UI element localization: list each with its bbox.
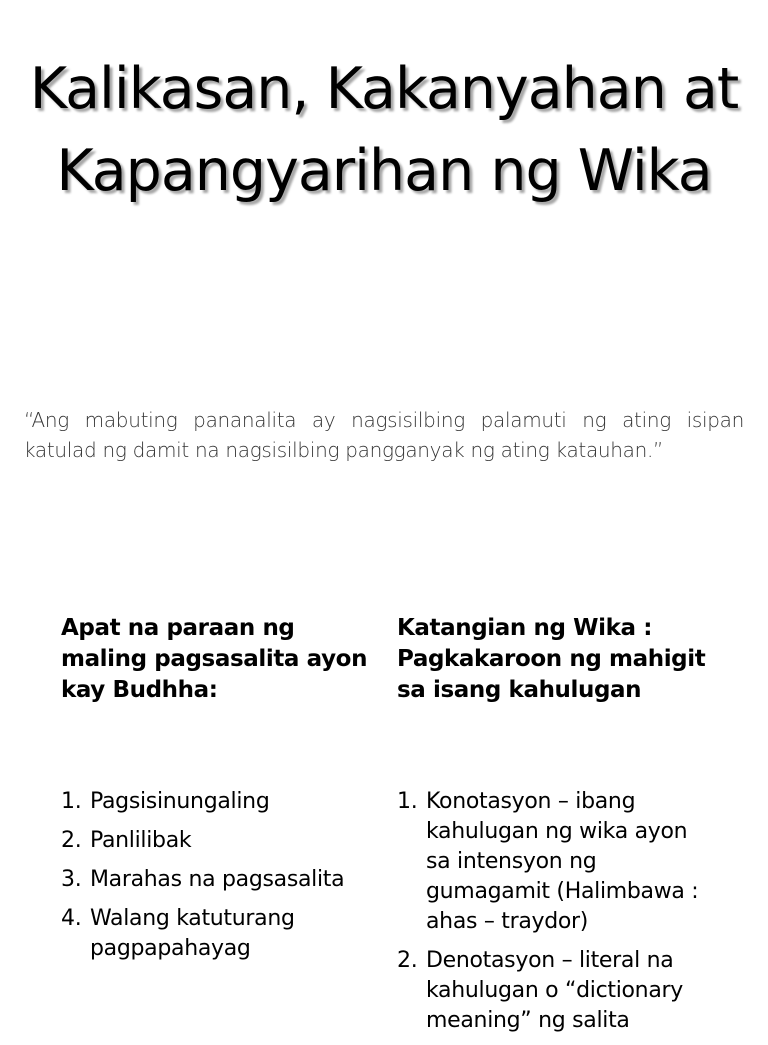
list-item-number: 1. bbox=[61, 789, 82, 814]
list-item bbox=[61, 826, 371, 856]
list-item bbox=[61, 904, 371, 964]
list-item bbox=[61, 787, 371, 817]
list-item bbox=[397, 946, 717, 1036]
list-item-number: 3. bbox=[61, 867, 82, 892]
list-item-text: Marahas na pagsasalita bbox=[90, 867, 345, 892]
right-column-heading: Katangian ng Wika : Pagkakaroon ng mahigit sa isang kahulugan bbox=[397, 615, 706, 703]
list-item-number: 4. bbox=[61, 906, 82, 931]
list-item-text: Panlilibak bbox=[90, 828, 192, 853]
left-numbered-list bbox=[61, 787, 371, 973]
left-column bbox=[61, 613, 371, 961]
quote-text: “Ang mabuting pananalita ay nagsisilbing palamuti ng ating isipan katulad ng damit na nagsisilbing pangganyak ng ating katauhan.” bbox=[24, 408, 744, 462]
list-item-number: 1. bbox=[397, 789, 418, 814]
list-item bbox=[61, 865, 371, 895]
list-item-number: 2. bbox=[397, 948, 418, 973]
list-item-text: Pagsisinungaling bbox=[90, 789, 270, 814]
list-item-text: Konotasyon – ibang kahulugan ng wika ayon sa intensyon ng gumagamit (Halimbawa : ahas – traydor) bbox=[426, 789, 699, 934]
right-numbered-list bbox=[397, 787, 717, 1045]
slide-title: Kalikasan, Kakanyahan at Kapangyarihan ng Wika bbox=[29, 56, 739, 204]
list-item-text: Walang katuturang pagpapahayag bbox=[90, 906, 295, 961]
list-item-number: 2. bbox=[61, 828, 82, 853]
list-item-text: Denotasyon – literal na kahulugan o “dictionary meaning” ng salita bbox=[426, 948, 683, 1033]
left-column-heading: Apat na paraan ng maling pagsasalita ayon kay Budhha: bbox=[61, 615, 368, 703]
list-item bbox=[397, 787, 717, 937]
right-column bbox=[397, 613, 717, 1033]
